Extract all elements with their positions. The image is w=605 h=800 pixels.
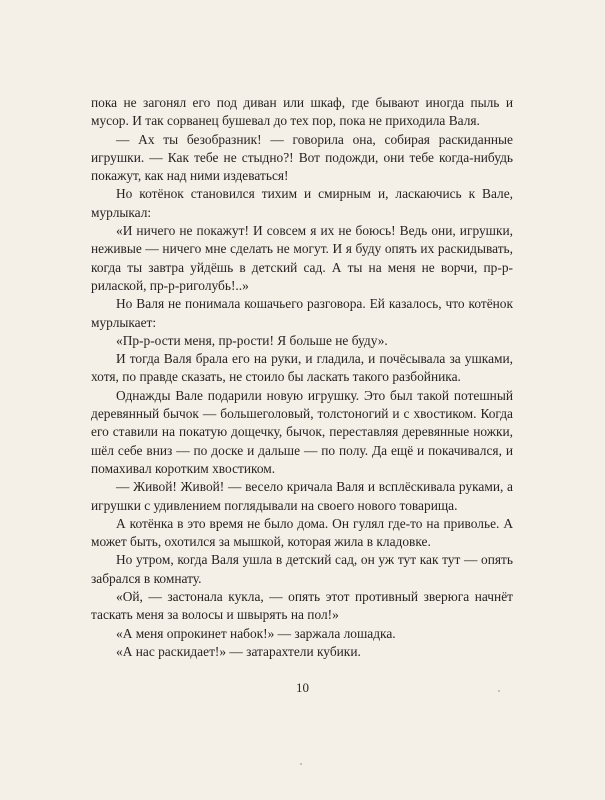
- paragraph: И тогда Валя брала его на руки, и гладила, и почёсывала за ушками, хотя, по правде сказать, не стоило бы ласкать такого разбойника.: [91, 351, 513, 385]
- paper-speck: [300, 763, 302, 765]
- paper-speck: [498, 690, 500, 692]
- paragraph: Но Валя не понимала кошачьего разговора. Ей казалось, что котёнок мурлыкает:: [91, 296, 513, 330]
- paragraph: пока не загонял его под диван или шкаф, где бывают иногда пыль и мусор. И так сорванец бушевал до тех пор, пока не приходила Валя.: [91, 95, 513, 129]
- paragraph: «А нас раскидает!» — затарахтели кубики.: [116, 643, 361, 659]
- paragraph: «И ничего не покажут! И совсем я их не боюсь! Ведь они, игрушки, неживые — ничего мне сделать не могут. И я буду опять их раскидывать, когда ты завтра уйдёшь в детский сад. А ты на меня не ворчи, пр-р-рилаской, пр-р-риголубь!..»: [91, 223, 513, 293]
- paragraph: — Живой! Живой! — весело кричала Валя и всплёскивала руками, а игрушки с удивлением поглядывали на своего нового товарища.: [91, 479, 513, 513]
- paragraph: «А меня опрокинет набок!» — заржала лошадка.: [116, 625, 396, 641]
- body-text: [91, 94, 513, 661]
- paragraph: — Ах ты безобразник! — говорила она, собирая раскиданные игрушки. — Как тебе не стыдно?! Вот подожди, они тебе когда-нибудь покажут, как над ними издеваться!: [91, 131, 513, 184]
- paragraph: «Ой, — застонала кукла, — опять этот противный зверюга начнёт таскать меня за волосы и швырять на пол!»: [91, 589, 513, 623]
- paragraph: «Пр-р-ости меня, пр-рости! Я больше не буду».: [116, 332, 388, 348]
- paragraph: Но котёнок становился тихим и смирным и, ласкаючись к Вале, мурлыкал:: [91, 186, 513, 220]
- paragraph: Но утром, когда Валя ушла в детский сад, он уж тут как тут — опять забрался в комнату.: [91, 552, 513, 586]
- paragraph: А котёнка в это время не было дома. Он гулял где-то на приволье. А может быть, охотился за мышкой, которая жила в кладовке.: [91, 515, 513, 550]
- paragraph: Однажды Вале подарили новую игрушку. Это был такой потешный деревянный бычок — большеголовый, толстоногий и с хвостиком. Когда его ставили на покатую дощечку, бычок, переставляя деревянные ножки, шёл себе вниз — по доске и дальше — по полу. Да ещё и покачивался, и помахивал коротким хвостиком.: [91, 387, 513, 476]
- page-number: 10: [296, 680, 309, 695]
